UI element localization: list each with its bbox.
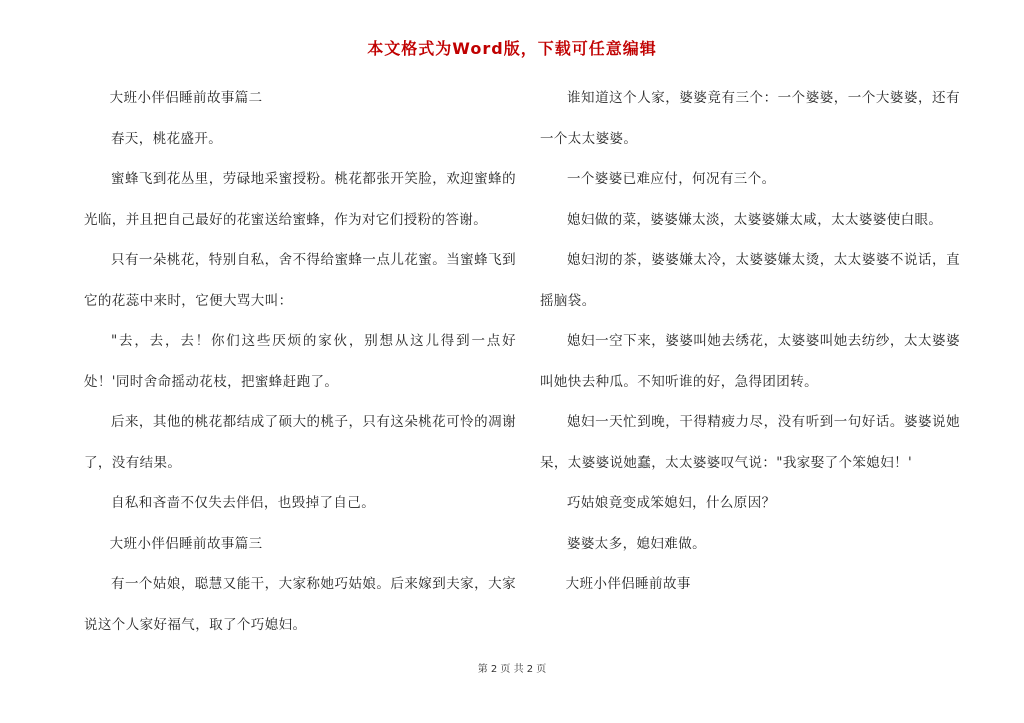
paragraph: 只有一朵桃花，特别自私，舍不得给蜜蜂一点儿花蜜。当蜜蜂飞到它的花蕊中来时，它便大骂大叫： <box>84 252 516 309</box>
download-banner: 本文格式为Word版，下载可任意编辑 <box>367 39 657 58</box>
paragraph: 有一个姑娘，聪慧又能干，大家称她巧姑娘。后来嫁到夫家，大家说这个人家好福气，取了个巧媳妇。 <box>84 576 516 633</box>
paragraph: 媳妇沏的茶，婆婆嫌太冷，太婆婆嫌太烫，太太婆婆不说话，直摇脑袋。 <box>540 252 960 309</box>
page-number: 第 2 页 共 2 页 <box>477 664 547 675</box>
paragraph: 春天，桃花盛开。 <box>111 130 223 147</box>
section-heading: 大班小伴侣睡前故事 <box>565 576 691 592</box>
paragraph: 后来，其他的桃花都结成了硕大的桃子，只有这朵桃花可怜的凋谢了，没有结果。 <box>84 414 516 471</box>
paragraph: 谁知道这个人家，婆婆竟有三个：一个婆婆，一个大婆婆，还有一个太太婆婆。 <box>540 90 960 147</box>
paragraph: 蜜蜂飞到花丛里，劳碌地采蜜授粉。桃花都张开笑脸，欢迎蜜蜂的光临，并且把自己最好的花蜜送给蜜蜂，作为对它们授粉的答谢。 <box>84 171 516 228</box>
section-heading: 大班小伴侣睡前故事篇三 <box>109 535 263 552</box>
left-column <box>84 78 516 645</box>
paragraph: 自私和吝啬不仅失去伴侣，也毁掉了自己。 <box>111 495 376 511</box>
paragraph: 巧姑娘竟变成笨媳妇，什么原因？ <box>567 495 776 511</box>
paragraph: "去，去，去！你们这些厌烦的家伙，别想从这儿得到一点好处！'同时舍命摇动花枝，把蜜蜂赶跑了。 <box>84 333 516 390</box>
right-column <box>540 78 960 605</box>
paragraph: 媳妇做的菜，婆婆嫌太淡，太婆婆嫌太咸，太太婆婆使白眼。 <box>567 211 943 228</box>
paragraph: 媳妇一空下来，婆婆叫她去绣花，太婆婆叫她去纺纱，太太婆婆叫她快去种瓜。不知听谁的好，急得团团转。 <box>540 333 960 390</box>
paragraph: 媳妇一天忙到晚，干得精疲力尽，没有听到一句好话。婆婆说她呆，太婆婆说她蠢，太太婆婆叹气说："我家娶了个笨媳妇！' <box>540 414 960 471</box>
paragraph: 婆婆太多，媳妇难做。 <box>567 535 706 552</box>
paragraph: 一个婆婆已难应付，何况有三个。 <box>567 171 776 187</box>
section-heading: 大班小伴侣睡前故事篇二 <box>109 90 263 106</box>
